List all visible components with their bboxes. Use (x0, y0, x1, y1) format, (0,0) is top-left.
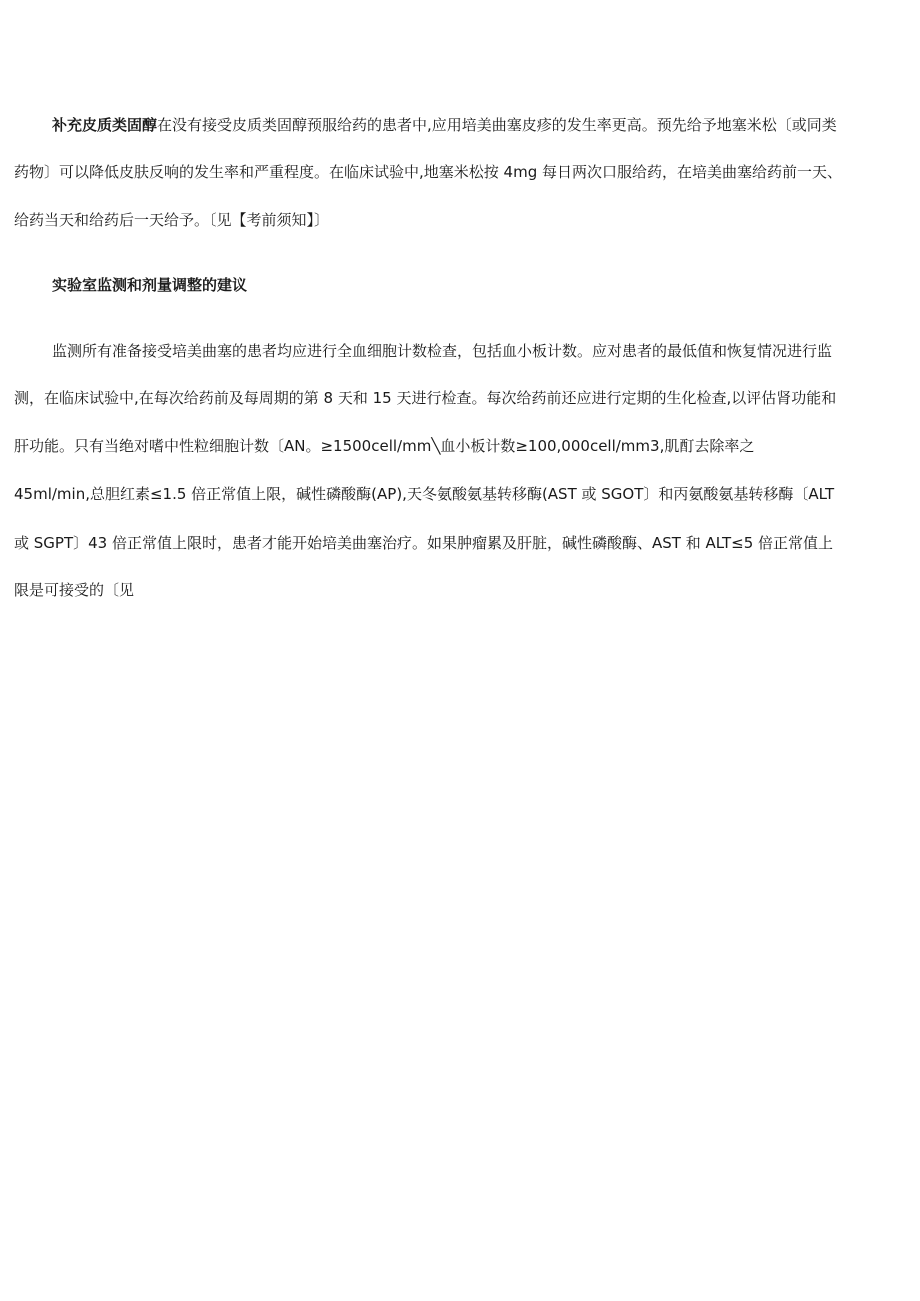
paragraph-1-line-2: 药物〕可以降低皮肤反响的发生率和严重程度。在临床试验中,地塞米松按 4mg 每日两次口服给药，在培美曲塞给药前一天、 (14, 163, 842, 181)
paragraph-1-line-1 (52, 115, 860, 135)
paragraph-2-line-2: 测，在临床试验中,在每次给药前及每周期的第 8 天和 15 天进行检查。每次给药前还应进行定期的生化检查,以评估肾功能和 (14, 389, 837, 407)
paragraph-2-line-3: 肝功能。只有当绝对嗜中性粒细胞计数〔AN。≥1500cell∕mm╲血小板计数≥100,000cell/mm3,肌酊去除率之 (14, 437, 755, 455)
paragraph-1-line-3: 给药当天和给药后一天给予。〔见【考前须知】〕 (14, 211, 330, 229)
paragraph-1-text-1: 在没有接受皮质类固醇预服给药的患者中,应用培美曲塞皮疹的发生率更高。预先给予地塞米松〔或同类 (157, 116, 837, 134)
paragraph-2-line-6: 限是可接受的〔见 (14, 581, 135, 599)
paragraph-2-line-5: 或 SGPT〕43 倍正常值上限时，患者才能开始培美曲塞治疗。如果肿瘤累及肝脏，碱性磷酸酶、AST 和 ALT≤5 倍正常值上 (14, 534, 834, 552)
section-heading: 实验室监测和剂量调整的建议 (52, 276, 248, 294)
paragraph-1-heading: 补充皮质类固醇 (52, 116, 158, 134)
paragraph-2-line-1: 监测所有准备接受培美曲塞的患者均应进行全血细胞计数检查，包括血小板计数。应对患者的最低值和恢复情况进行监 (52, 342, 833, 360)
paragraph-2-line-4: 45ml∕min,总胆红素≤1.5 倍正常值上限，碱性磷酸酶(AP),天冬氨酸氨基转移酶(AST 或 SGOT〕和丙氨酸氨基转移酶〔ALT (14, 485, 835, 503)
